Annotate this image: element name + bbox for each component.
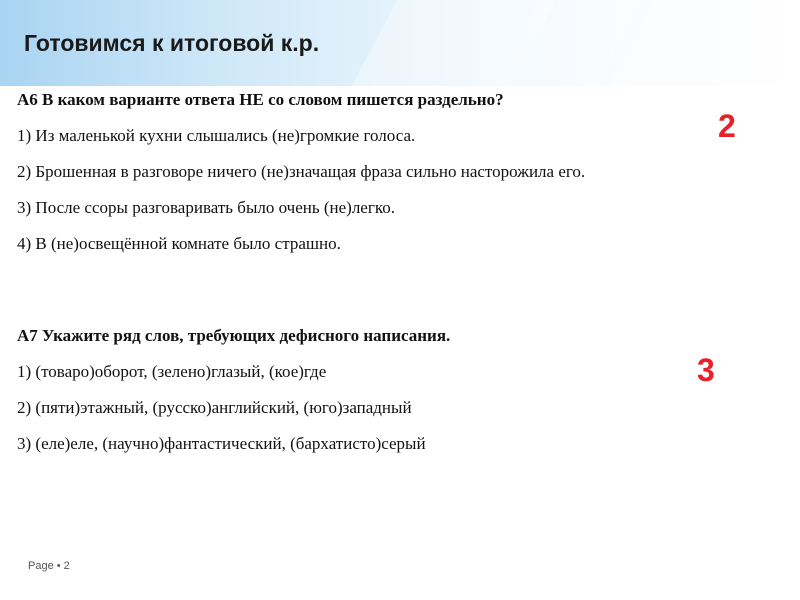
answer-a7: 3 bbox=[697, 352, 715, 388]
page-number: 2 bbox=[63, 560, 70, 572]
page-footer bbox=[28, 560, 70, 572]
spacer bbox=[17, 266, 787, 322]
page-label: Page bbox=[28, 560, 54, 572]
answer-option: 2) Брошенная в разговоре ничего (не)значащая фраза сильно насторожила его. bbox=[17, 162, 586, 181]
page-separator: • bbox=[56, 560, 61, 572]
answer-option: 2) (пяти)этажный, (русско)английский, (юго)западный bbox=[17, 398, 412, 417]
slide-content bbox=[17, 86, 787, 466]
answer-option: 1) (товаро)оборот, (зелено)глазый, (кое)где bbox=[17, 362, 327, 381]
answer-option: 4) В (не)освещённой комнате было страшно. bbox=[17, 234, 341, 253]
answer-a6: 2 bbox=[718, 108, 736, 144]
answer-option: 1) Из маленькой кухни слышались (не)громкие голоса. bbox=[17, 126, 416, 145]
answer-option: 3) После ссоры разговаривать было очень (не)легко. bbox=[17, 198, 395, 217]
question-title: А7 Укажите ряд слов, требующих дефисного написания. bbox=[17, 326, 451, 345]
page-title: Готовимся к итоговой к.р. bbox=[24, 30, 320, 56]
answer-option: 3) (еле)еле, (научно)фантастический, (бархатисто)серый bbox=[17, 434, 426, 453]
question-title: А6 В каком варианте ответа НЕ со словом пишется раздельно? bbox=[17, 90, 504, 109]
question-a7 bbox=[17, 322, 787, 466]
question-a6 bbox=[17, 86, 787, 266]
